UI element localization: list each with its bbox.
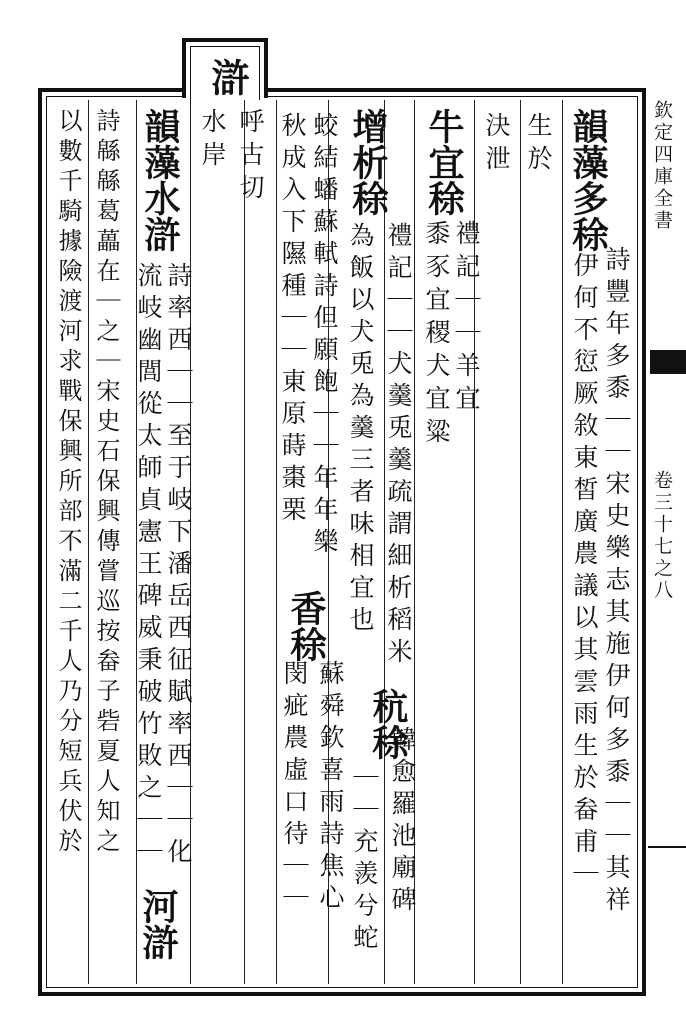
entry-heading: 香稌	[285, 590, 327, 662]
entry-heading: 韻藻多稌	[567, 108, 609, 252]
rhyme-heading: 滸	[205, 58, 250, 96]
column-rule	[276, 100, 277, 984]
column-text: ｜｜充羨兮蛇	[350, 764, 379, 956]
column-text: 生於	[524, 112, 553, 178]
margin-title: 欽定四庫全書	[651, 100, 673, 232]
column-text: 流岐幽閭從太師貞憲王碑威秉破竹敗之｜｜	[134, 262, 163, 870]
column-rule	[88, 100, 89, 984]
margin-tick	[648, 846, 686, 848]
margin-juan: 卷三十七之八	[651, 470, 673, 602]
reading-note: 呼古切	[236, 108, 265, 207]
column-text: 黍豕宜稷犬宜粱	[422, 220, 451, 451]
column-rule	[562, 100, 563, 984]
column-text: 韓愈羅池廟碑	[388, 726, 417, 918]
entry-heading: 增析稌	[347, 108, 389, 216]
column-text: 以數千騎據險渡河求戰保興所部不滿二千人乃分短兵伏於	[54, 108, 82, 858]
entry-heading: 秔稌	[367, 688, 409, 760]
column-text: 詩緜緜葛藟在｜之｜宋史石保興傳嘗巡按畚子砦夏人知之	[92, 108, 120, 858]
column-text: 蘇舜欽喜雨詩焦心	[316, 660, 345, 916]
column-rule	[520, 100, 521, 984]
column-text: 詩率西｜｜至于岐下潘岳西征賦率西｜｜化	[164, 262, 193, 870]
entry-heading: 韻藻水滸	[139, 108, 181, 252]
column-text: 為飯以犬兎為羹三者味相宜也	[346, 222, 375, 638]
column-text: 伊何不愆厥敘東皙廣農議以其雲雨生於畚甫｜	[570, 252, 599, 892]
column-text: 禮記｜｜羊宜	[452, 220, 481, 418]
column-text: 秋成入下隰種｜｜東原蒔棗栗	[278, 112, 307, 528]
column-text: 詩豐年多黍｜｜宋史樂志其施伊何多黍｜｜其祥	[602, 246, 631, 918]
column-text: 決泄	[482, 112, 511, 178]
definition-note: 水岸	[198, 108, 227, 174]
entry-heading: 牛宜稌	[423, 108, 465, 216]
column-text: 閔疵農虛口待｜｜	[280, 660, 309, 916]
entry-heading: 河滸	[137, 888, 179, 960]
column-text: 禮記｜｜犬羹兎羹疏謂細析稻米	[384, 222, 413, 670]
margin-black-mark	[650, 350, 686, 374]
column-text: 蛟結蟠蘇軾詩但願飽｜｜年年樂	[310, 112, 339, 560]
column-rule	[244, 100, 245, 984]
